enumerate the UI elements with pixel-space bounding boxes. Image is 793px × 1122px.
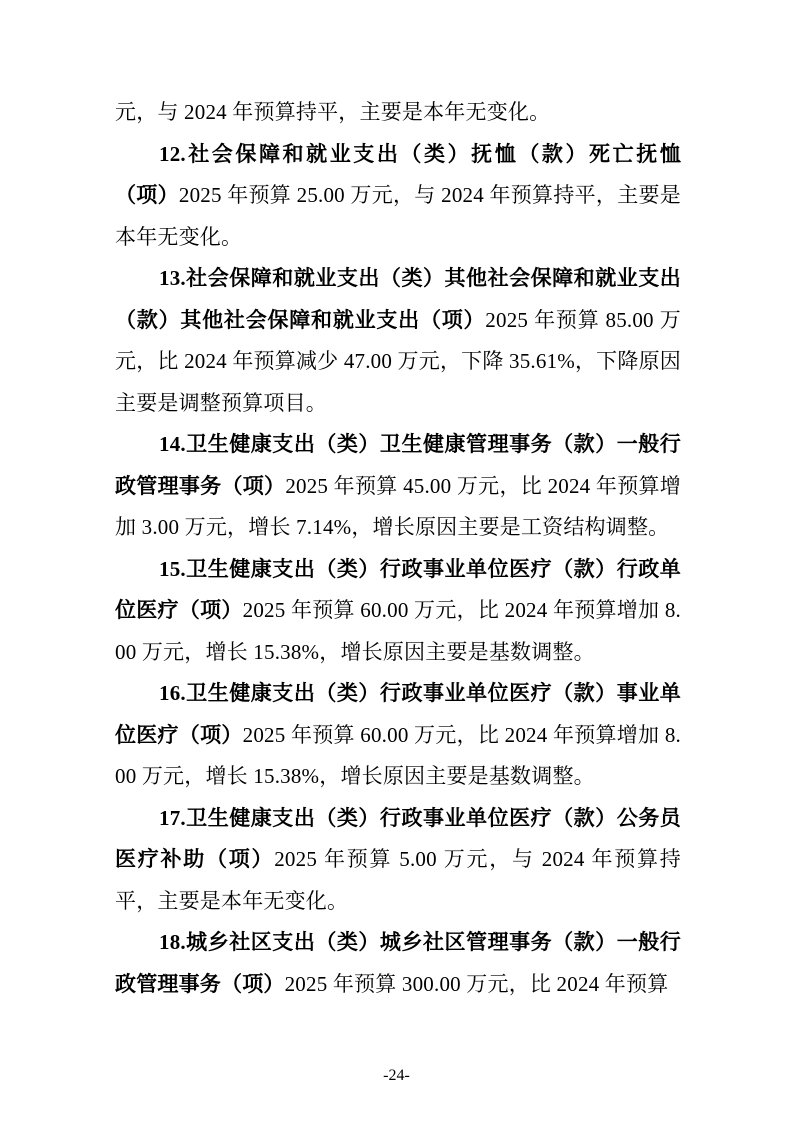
paragraph [115,92,681,134]
paragraph-heading: 18.城乡社区支出（类）城乡社区管理事务（款）一般行政管理事务（项） [115,930,681,996]
paragraph [115,134,681,259]
paragraph-heading: 14.卫生健康支出（类）卫生健康管理事务（款）一般行政管理事务（项） [115,432,681,498]
paragraph-body: 2025 年预算 85.00 万元，比 2024 年预算减少 47.00 万元，下降 35.61%，下降原因主要是调整预算项目。 [115,307,681,415]
paragraph-body: 2025 年预算 300.00 万元，比 2024 年预算 [284,971,669,996]
paragraph [115,549,681,674]
page-footer [0,1062,793,1090]
paragraph-body: 2025 年预算 60.00 万元，比 2024 年预算增加 8.00 万元，增长 15.38%，增长原因主要是基数调整。 [115,722,681,788]
paragraph [115,798,681,923]
paragraph-heading: 13.社会保障和就业支出（类）其他社会保障和就业支出（款）其他社会保障和就业支出（项） [115,266,681,332]
paragraph-heading: 17.卫生健康支出（类）行政事业单位医疗（款）公务员医疗补助（项） [115,805,681,871]
paragraph-heading: 12.社会保障和就业支出（类）抚恤（款）死亡抚恤（项） [115,141,681,207]
paragraph-heading: 16.卫生健康支出（类）行政事业单位医疗（款）事业单位医疗（项） [115,681,681,747]
document-body [115,92,681,1048]
page-number: -24- [383,1067,410,1084]
paragraph-body: 2025 年预算 45.00 万元，比 2024 年预算增加 3.00 万元，增长 7.14%，增长原因主要是工资结构调整。 [115,473,681,539]
paragraph-body: 元，与 2024 年预算持平，主要是本年无变化。 [115,100,551,124]
paragraph-body: 2025 年预算 5.00 万元，与 2024 年预算持平，主要是本年无变化。 [115,847,681,913]
paragraph-heading: 15.卫生健康支出（类）行政事业单位医疗（款）行政单位医疗（项） [115,556,681,622]
paragraph-body: 2025 年预算 25.00 万元，与 2024 年预算持平，主要是本年无变化。 [115,183,681,249]
paragraph [115,424,681,549]
paragraph [115,673,681,798]
paragraph [115,922,681,1005]
paragraph [115,258,681,424]
paragraph-body: 2025 年预算 60.00 万元，比 2024 年预算增加 8.00 万元，增长 15.38%，增长原因主要是基数调整。 [115,598,681,664]
